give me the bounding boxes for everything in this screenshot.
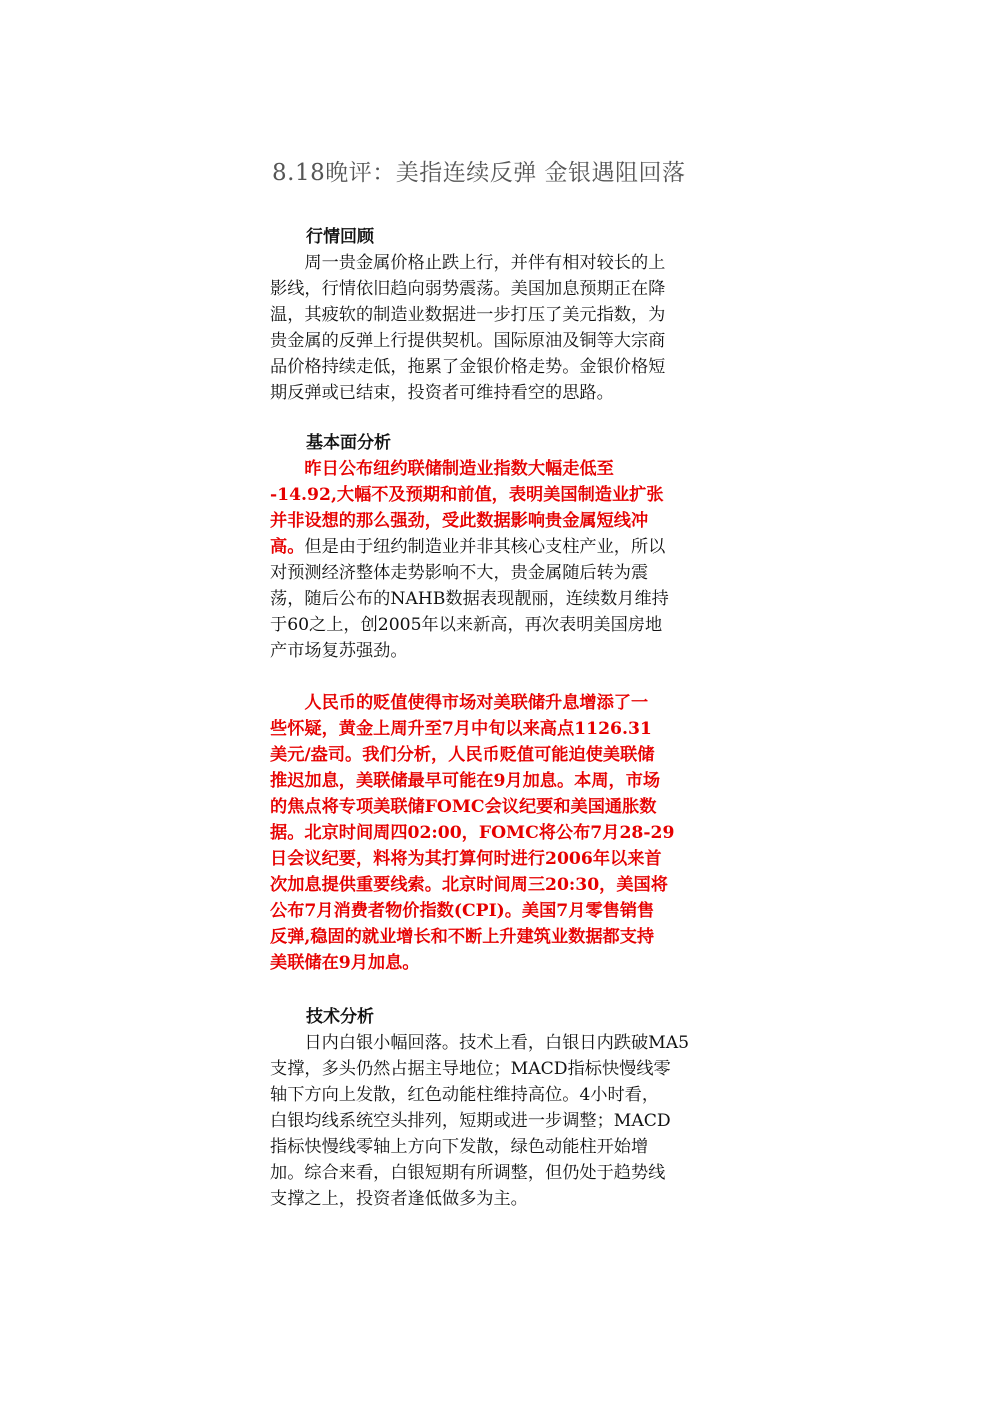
section-technical-analysis [270, 1004, 726, 1212]
highlighted-line: 公布7月消费者物价指数(CPI)。美国7月零售销售 [270, 901, 655, 921]
paragraph-line: 品价格持续走低，拖累了金银价格走势。金银价格短 [270, 357, 666, 377]
highlighted-line: 美元/盎司。我们分析，人民币贬值可能迫使美联储 [270, 745, 655, 765]
paragraph-line: 白银均线系统空头排列，短期或进一步调整；MACD [270, 1111, 671, 1131]
highlighted-line: -14.92,大幅不及预期和前值，表明美国制造业扩张 [270, 485, 664, 505]
highlighted-line: 反弹,稳固的就业增长和不断上升建筑业数据都支持 [270, 927, 655, 947]
paragraph-line: 周一贵金属价格止跌上行，并伴有相对较长的上 [270, 253, 666, 273]
paragraph-line: 产市场复苏强劲。 [270, 641, 408, 661]
paragraph-line: 温，其疲软的制造业数据进一步打压了美元指数，为 [270, 305, 666, 325]
highlighted-line: 的焦点将专项美联储FOMC会议纪要和美国通胀数 [270, 797, 657, 817]
highlighted-text: 高。 [270, 537, 305, 557]
mixed-line [270, 534, 726, 560]
paragraph-line: 日内白银小幅回落。技术上看，白银日内跌破MA5 [270, 1033, 690, 1053]
highlighted-line: 昨日公布纽约联储制造业指数大幅走低至 [270, 459, 614, 479]
section-rmb-devaluation [270, 690, 726, 976]
paragraph-line: 对预测经济整体走势影响不大，贵金属随后转为震 [270, 563, 649, 583]
paragraph-line: 于60之上，创2005年以来新高，再次表明美国房地 [270, 615, 663, 635]
section-heading: 行情回顾 [306, 227, 374, 247]
highlighted-line: 些怀疑，黄金上周升至7月中旬以来高点1126.31 [270, 719, 652, 739]
paragraph-text: 但是由于纽约制造业并非其核心支柱产业，所以 [304, 537, 666, 557]
paragraph-line: 加。综合来看，白银短期有所调整，但仍处于趋势线 [270, 1163, 666, 1183]
paragraph-line: 影线，行情依旧趋向弱势震荡。美国加息预期正在降 [270, 279, 666, 299]
paragraph-line: 荡，随后公布的NAHB数据表现靓丽，连续数月维持 [270, 589, 669, 609]
highlighted-line: 人民币的贬值使得市场对美联储升息增添了一 [270, 693, 649, 713]
highlighted-line: 据。北京时间周四02:00，FOMC将公布7月28-29 [270, 823, 675, 843]
paragraph-line: 期反弹或已结束，投资者可维持看空的思路。 [270, 383, 614, 403]
section-market-review [270, 224, 726, 406]
section-fundamental-analysis [270, 430, 726, 664]
paragraph-line: 支撑，多头仍然占据主导地位；MACD指标快慢线零 [270, 1059, 671, 1079]
highlighted-line: 并非设想的那么强劲，受此数据影响贵金属短线冲 [270, 511, 649, 531]
document-title: 8.18晚评：美指连续反弹 金银遇阻回落 [272, 160, 686, 186]
highlighted-line: 推迟加息，美联储最早可能在9月加息。本周，市场 [270, 771, 661, 791]
paragraph-line: 指标快慢线零轴上方向下发散，绿色动能柱开始增 [270, 1137, 649, 1157]
highlighted-line: 美联储在9月加息。 [270, 953, 420, 973]
highlighted-line: 次加息提供重要线索。北京时间周三20:30，美国将 [270, 875, 668, 895]
paragraph-line: 贵金属的反弹上行提供契机。国际原油及铜等大宗商 [270, 331, 666, 351]
highlighted-line: 日会议纪要，料将为其打算何时进行2006年以来首 [270, 849, 662, 869]
paragraph-line: 支撑之上，投资者逢低做多为主。 [270, 1189, 528, 1209]
paragraph-line: 轴下方向上发散，红色动能柱维持高位。4小时看， [270, 1085, 660, 1105]
section-heading: 基本面分析 [306, 433, 391, 453]
section-heading: 技术分析 [306, 1007, 374, 1027]
